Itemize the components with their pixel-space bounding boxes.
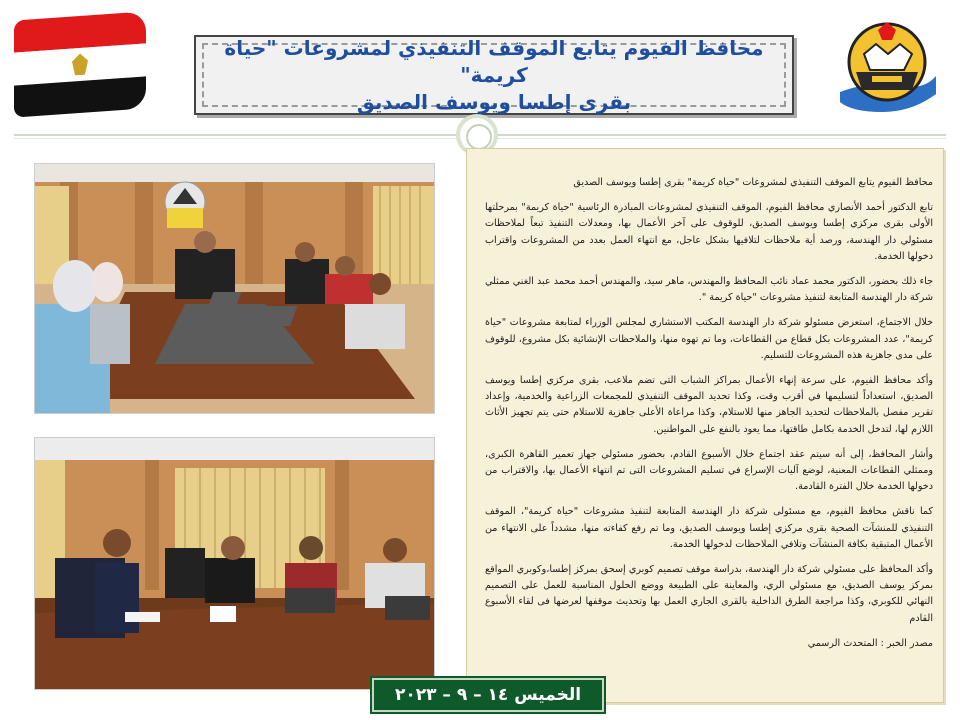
article-paragraph: وأكد المحافظ على مسئولي شركة دار الهندسة، بدراسة موقف تصميم كوبري إسحق بمركز إطسا،وكوبري المواقع بمركز يوسف الصديق، مع مسئولي الري، والمعاينة على الطبيعة ووضع الحلول المناسبة للعمل على التصميم النهائي للكوبري، وكذا مراجعة الطرق الداخلية بالقرى الجاري العمل بها وتحديث موقفها لعرضها فى لقاء الأسبوع القادم [485,564,933,624]
article-paragraph: تابع الدكتور أحمد الأنصاري محافظ الفيوم، الموقف التنفيذي لمشروعات المبادرة الرئاسية "حياة كريمة" بمرحلتها الأولى بقرى مركزي إطسا ويوسف الصديق، للوقوف على آخر الأعمال بها، ومعدلات التنفيذ تبعاً لملاحظات مسئولي دار الهندسة، ورصد أية ملاحظات لتلافيها بشكل عاجل، مع انتهاء العمل بعدد من المشروعات واقتراب دخولها الخدمة. [485,202,933,262]
eagle-icon [72,53,88,76]
page-title-line-1: محافظ الفيوم يتابع الموقف التنفيذي لمشروعات "حياة كريمة" [224,35,764,87]
date-bar [372,678,604,712]
article-panel [466,148,944,703]
article-paragraph: كما ناقش محافظ الفيوم، مع مسئولى شركة دار الهندسة المتابعة لتنفيذ مشروعات "حياة كريمة"، الموقف التنفيذي للمنشآت الصحية بقرى مركزي إطسا ويوسف الصديق، وما تم رفع كفاءته منها، مشدداً على الانتهاء من الأعمال المتبقية بكافة المنشآت وتلافي الملاحظات لدخولها الخدمة. [485,506,933,550]
article-paragraph: وأشار المحافظ، إلى أنه سيتم عقد اجتماع خلال الأسبوع القادم، بحضور مسئولي جهاز تعمير القاهرة الكبرى، وممثلي القطاعات المعنية، لوضع آليات الإسراع في تسليم المشروعات التى تم انتهاء الأعمال بها، والاقتراب من دخولها الخدمة خلال الفترة القادمة. [485,448,933,493]
egypt-flag-icon [14,11,146,118]
publish-date: الخميس ١٤ – ٩ – ٢٠٢٣ [394,685,582,705]
article-paragraph: وأكد محافظ الفيوم، على سرعة إنهاء الأعمال بمراكز الشباب التى تضم ملاعب، بقرى مركزي إطسا ويوسف الصديق، استعداداً لتسليمها في أقرب وقت، وكذا تحديد الموقف التنفيذي للمجمعات الزراعية والخدمية، وإعداد تقرير مفصل بالملاحظات لتحديد الجاهز منها للاستلام، وكذا مراعاة الأعلى جاهزية للاستلام حتى يتم تجهيز الأثاث اللازم لها، لتدخل الخدمة بكامل طاقتها، مما يعود بالنفع على المواطنين. [485,375,933,435]
title-box [194,35,794,115]
article-headline: محافظ الفيوم يتابع الموقف التنفيذي لمشروعات "حياة كريمة" بقرى إطسا ويوسف الصديق [573,177,933,188]
meeting-photo-1 [34,163,435,414]
fayoum-governorate-logo [832,14,942,120]
page-title-line-2: بقرى إطسا ويوسف الصديق [356,89,632,114]
article-paragraph: جاء ذلك بحضور، الدكتور محمد عماد نائب المحافظ والمهندس، ماهر سيد، والمهندس أحمد محمد عبد الغني ممثلي شركة دار الهندسة المتابعة لتنفيذ مشروعات "حياة كريمة ". [485,276,933,304]
article-paragraph: خلال الاجتماع، استعرض مسئولو شركة دار الهندسة المكتب الاستشاري لمجلس الوزراء لمتابعة مشروعات "حياة كريمة"، عدد المشروعات بكل قطاع من القطاعات، وما تم تهوه منها، والملاحظات الإنشائية بكل مشروع، للوقوف على مدى جاهزية هذه المشروعات للتسليم. [485,317,933,361]
meeting-photo-2 [34,437,435,690]
news-source: مصدر الخبر : المتحدث الرسمي [807,637,933,649]
